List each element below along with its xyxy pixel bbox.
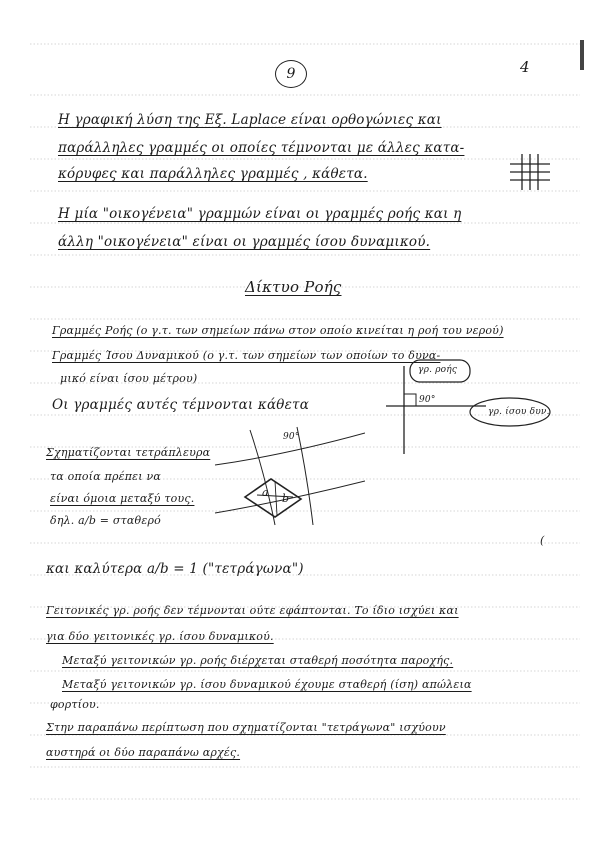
text-line-12: είναι όμοια μεταξύ τους. [50, 492, 195, 505]
text-line-5: άλλη "οικογένεια" είναι οι γραμμές ίσου δυναμικού. [58, 234, 431, 250]
text-line-18: Μεταξύ γειτονικών γρ. ίσου δυναμικού έχουμε σταθερή (ίση) απώλεια [62, 678, 472, 691]
circled-page-number: 9 [275, 60, 307, 88]
page-edge-mark [580, 40, 584, 70]
text-line-17: Μεταξύ γειτονικών γρ. ροής διέρχεται σταθερή ποσότητα παροχής. [62, 654, 454, 667]
text-line-10: Σχηματίζονται τετράπλευρα [46, 446, 211, 459]
grid-sketch-icon [508, 152, 552, 192]
text-line-9: Οι γραμμές αυτές τέμνονται κάθετα [52, 397, 310, 413]
side-b-label: b [282, 492, 290, 505]
text-line-19: φορτίου. [50, 698, 100, 711]
text-line-4: Η μία "οικογένεια" γραμμών είναι οι γραμμές ροής και η [58, 206, 462, 222]
text-line-2: παράλληλες γραμμές οι οποίες τέμνονται με άλλες κατα- [58, 140, 465, 156]
section-heading: Δίκτυο Ροής [245, 278, 342, 296]
side-a-label: a [262, 486, 269, 499]
stray-mark: ( [540, 534, 545, 547]
text-line-7: Γραμμές Ίσου Δυναμικού (ο γ.τ. των σημείων των οποίων το δυνα- [52, 349, 441, 362]
text-line-14: και καλύτερα a/b = 1 ("τετράγωνα") [46, 561, 304, 577]
text-line-15: Γειτονικές γρ. ροής δεν τέμνονται ούτε εφάπτονται. Το ίδιο ισχύει και [46, 604, 459, 617]
text-line-6: Γραμμές Ροής (ο γ.τ. των σημείων πάνω στον οποίο κινείται η ροή του νερού) [52, 324, 504, 337]
corner-page-number: 4 [520, 58, 530, 76]
equipotential-label: γρ. ίσου δυν. [488, 407, 550, 417]
text-line-11: τα οποία πρέπει να [50, 470, 161, 483]
flow-line-label: γρ. ροής [418, 365, 458, 375]
text-line-13: δηλ. a/b = σταθερό [50, 514, 161, 527]
text-line-8: μικό είναι ίσου μέτρου) [60, 372, 198, 385]
text-line-20: Στην παραπάνω περίπτωση που σχηματίζονται "τετράγωνα" ισχύουν [46, 721, 446, 734]
text-line-1: Η γραφική λύση της Εξ. Laplace είναι ορθογώνιες και [58, 112, 442, 128]
text-line-21: αυστηρά οι δύο παραπάνω αρχές. [46, 746, 241, 759]
cell-angle-label: 90° [283, 432, 300, 442]
text-line-16: για δύο γειτονικές γρ. ίσου δυναμικού. [46, 630, 274, 643]
angle-label: 90° [419, 395, 436, 405]
text-line-3: κόρυφες και παράλληλες γραμμές , κάθετα. [58, 166, 368, 182]
